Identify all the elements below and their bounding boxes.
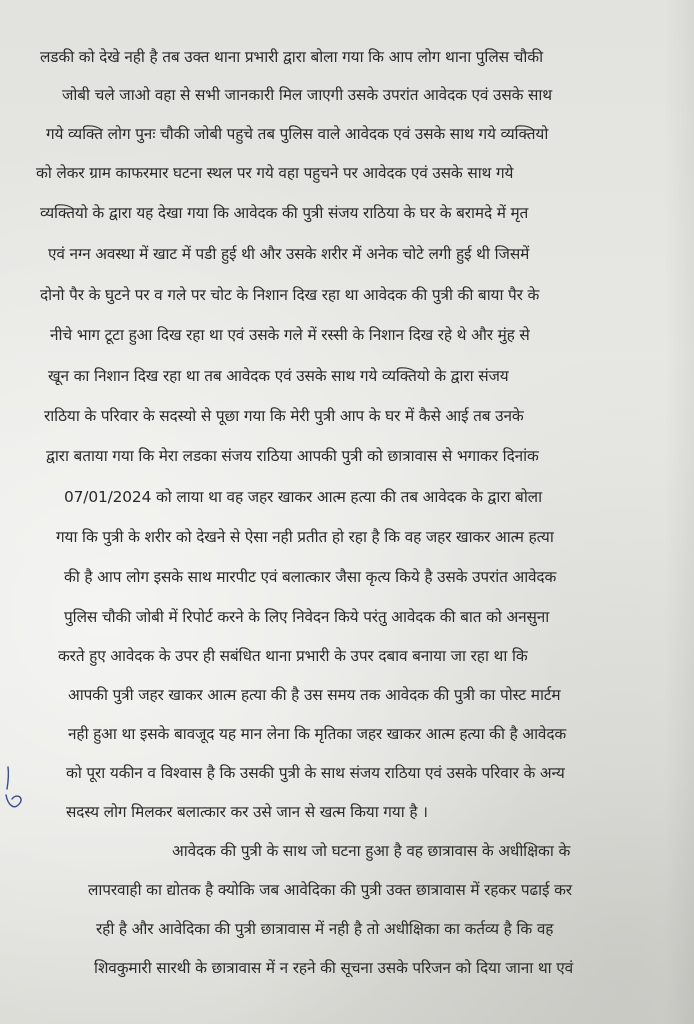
- text-line-23: रही है और आवेदिका की पुत्री छात्रावास में नही है तो अधीक्षिका का कर्तव्य है कि वह: [96, 920, 554, 938]
- text-line-5: व्यक्तियो के द्वारा यह देखा गया कि आवेदक की पुत्री संजय राठिया के घर के बरामदे में मृत: [40, 204, 529, 222]
- text-line-4: को लेकर ग्राम काफरमार घटना स्थल पर गये वहा पहुचने पर आवेदक एवं उसके साथ गये: [36, 164, 514, 182]
- text-line-1: लडकी को देखे नही है तब उक्त थाना प्रभारी द्वारा बोला गया कि आप लोग थाना पुलिस चौकी: [40, 48, 543, 66]
- text-line-17: आपकी पुत्री जहर खाकर आत्म हत्या की है उस समय तक आवेदक की पुत्री का पोस्ट मार्टम: [68, 686, 561, 704]
- text-line-18: नही हुआ था इसके बावजूद यह मान लेना कि मृतिका जहर खाकर आत्म हत्या की है आवेदक: [68, 725, 567, 743]
- text-line-6: एवं नग्न अवस्था में खाट में पडी हुई थी और उसके शरीर में अनेक चोटे लगी हुई थी जिसमें: [48, 245, 530, 263]
- text-line-11: द्वारा बताया गया कि मेरा लडका संजय राठिया आपकी पुत्री को छात्रावास से भगाकर दिनांक: [46, 447, 539, 465]
- text-line-19: को पूरा यकीन व विश्वास है कि उसकी पुत्री के साथ संजय राठिया एवं उसके परिवार के अन्य: [66, 764, 565, 782]
- text-line-21: आवेदक की पुत्री के साथ जो घटना हुआ है वह छात्रावास के अधीक्षिका के: [172, 842, 571, 860]
- text-line-14: की है आप लोग इसके साथ मारपीट एवं बलात्कार जैसा कृत्य किये है उसके उपरांत आवेदक: [64, 568, 557, 586]
- text-line-15: पुलिस चौकी जोबी में रिपोर्ट करने के लिए निवेदन किये परंतु आवेदक की बात को अनसुना: [64, 608, 550, 626]
- handwritten-pen-mark: [2, 765, 28, 815]
- text-line-12: 07/01/2024 को लाया था वह जहर खाकर आत्म हत्या की तब आवेदक के द्वारा बोला: [64, 488, 542, 506]
- text-line-22: लापरवाही का द्योतक है क्योकि जब आवेदिका की पुत्री उक्त छात्रावास में रहकर पढाई कर: [88, 881, 572, 899]
- text-line-16: करते हुए आवेदक के उपर ही सबंधित थाना प्रभारी के उपर दबाव बनाया जा रहा था कि: [58, 647, 528, 665]
- text-line-3: गये व्यक्ति लोग पुनः चौकी जोबी पहुचे तब पुलिस वाले आवेदक एवं उसके साथ गये व्यक्तियो: [46, 125, 549, 143]
- text-line-10: राठिया के परिवार के सदस्यो से पूछा गया कि मेरी पुत्री आप के घर में कैसे आई तब उनके: [44, 407, 524, 425]
- text-line-7: दोनो पैर के घुटने पर व गले पर चोट के निशान दिख रहा था आवेदक की पुत्री की बाया पैर के: [40, 286, 540, 304]
- text-line-2: जोबी चले जाओ वहा से सभी जानकारी मिल जाएगी उसके उपरांत आवेदक एवं उसके साथ: [62, 86, 552, 104]
- text-line-24: शिवकुमारी सारथी के छात्रावास में न रहने की सूचना उसके परिजन को दिया जाना था एवं: [94, 959, 574, 977]
- page-shadow: [664, 0, 694, 1024]
- text-line-8: नीचे भाग टूटा हुआ दिख रहा था एवं उसके गले में रस्सी के निशान दिख रहे थे और मुंह से: [50, 326, 530, 344]
- text-line-20: सदस्य लोग मिलकर बलात्कार कर उसे जान से खत्म किया गया है ।: [66, 803, 428, 821]
- text-line-13: गया कि पुत्री के शरीर को देखने से ऐसा नही प्रतीत हो रहा है कि वह जहर खाकर आत्म हत्या: [56, 528, 554, 546]
- text-line-9: खून का निशान दिख रहा था तब आवेदक एवं उसके साथ गये व्यक्तियो के द्वारा संजय: [48, 367, 509, 385]
